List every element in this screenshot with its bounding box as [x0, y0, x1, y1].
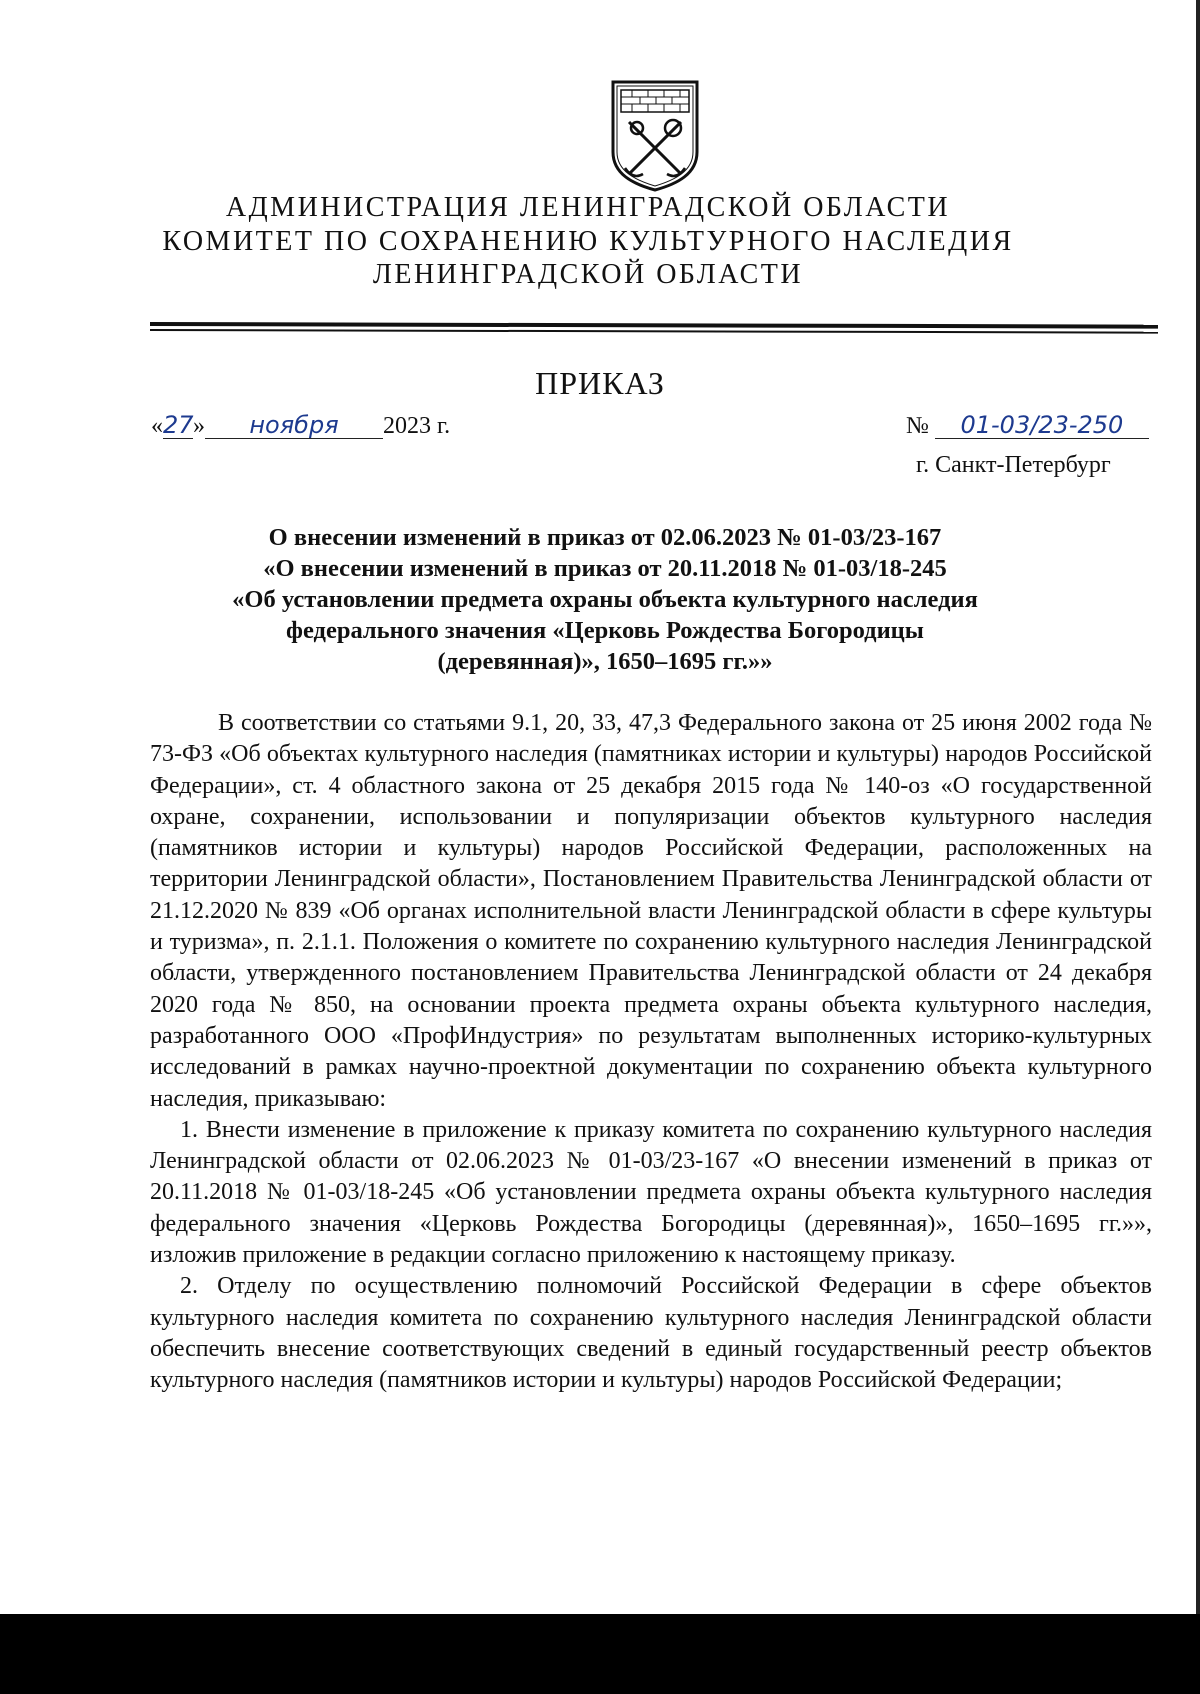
header-rule-thin — [150, 329, 1158, 333]
coat-of-arms-icon — [607, 78, 703, 194]
date-close-quote: » — [193, 413, 205, 439]
subject-line-2: «О внесении изменений в приказ от 20.11.2018 № 01-03/18-245 — [263, 555, 947, 582]
item-1-paragraph: 1. Внести изменение в приложение к приказу комитета по сохранению культурного наследия Ленинградской области от 02.06.2023 № 01-03/23-167 «О внесении изменений в приказ от 20.11.2018 № 01-03/18-245 «Об установлении предмета охраны объекта культурного наследия федерального значения «Церковь Рождества Богородицы (деревянная)», 1650–1695 гг.»», изложив приложение в редакции согласно приложению к настоящему приказу. — [150, 1116, 1152, 1269]
header-line-3: ЛЕНИНГРАДСКОЙ ОБЛАСТИ — [372, 259, 804, 290]
scan-border — [0, 1614, 1200, 1694]
number-prefix: № — [906, 413, 929, 439]
number-value: 01-03/23-250 — [935, 412, 1149, 439]
order-subject — [150, 522, 1060, 677]
city: г. Санкт-Петербург — [916, 452, 1111, 478]
scan-edge — [1196, 0, 1200, 1614]
date-year: 2023 г. — [383, 413, 451, 439]
subject-line-1: О внесении изменений в приказ от 02.06.2023 № 01-03/23-167 — [268, 524, 942, 551]
date-day: 27 — [163, 411, 194, 439]
document-title: ПРИКАЗ — [535, 365, 665, 401]
date-open-quote: « — [151, 413, 163, 439]
header-rule-thick — [150, 322, 1158, 329]
header-line-2: КОМИТЕТ ПО СОХРАНЕНИЮ КУЛЬТУРНОГО НАСЛЕДИЯ — [162, 226, 1014, 257]
order-body — [150, 708, 1152, 1397]
subject-line-3: «Об установлении предмета охраны объекта культурного наследия — [232, 586, 978, 613]
order-number — [906, 412, 1149, 440]
subject-line-5: (деревянная)», 1650–1695 гг.»» — [437, 648, 773, 675]
item-2-paragraph: 2. Отделу по осуществлению полномочий Российской Федерации в сфере объектов культурного наследия комитета по сохранению культурного наследия Ленинградской области обеспечить внесение соответствующих сведений в единый государственный реестр объектов культурного наследия (памятников истории и культуры) народов Российской Федерации; — [150, 1273, 1152, 1394]
subject-line-4: федерального значения «Церковь Рождества Богородицы — [286, 617, 924, 644]
order-date — [151, 412, 450, 440]
date-month: ноября — [205, 412, 383, 439]
preamble-paragraph: В соответствии со статьями 9.1, 20, 33, 47,3 Федерального закона от 25 июня 2002 года № 73-ФЗ «Об объектах культурного наследия (памятниках истории и культуры) народов Российской Федерации», ст. 4 областного закона от 25 декабря 2015 года № 140-оз «О государственной охране, сохранении, использовании и популяризации объектов культурного наследия (памятников истории и культуры) народов Российской Федерации, расположенных на территории Ленинградской области», Постановлением Правительства Ленинградской области от 21.12.2020 № 839 «Об органах исполнительной власти Ленинградской области в сфере культуры и туризма», п. 2.1.1. Положения о комитете по сохранению культурного наследия Ленинградской области, утвержденного постановлением Правительства Ленинградской области от 24 декабря 2020 года № 850, на основании проекта предмета охраны объекта культурного наследия, разработанного ООО «ПрофИндустрия» по результатам выполненных историко-культурных исследований в рамках научно-проектной документации по сохранению объекта культурного наследия, приказываю: — [150, 710, 1152, 1112]
header-line-1: АДМИНИСТРАЦИЯ ЛЕНИНГРАДСКОЙ ОБЛАСТИ — [225, 192, 951, 223]
